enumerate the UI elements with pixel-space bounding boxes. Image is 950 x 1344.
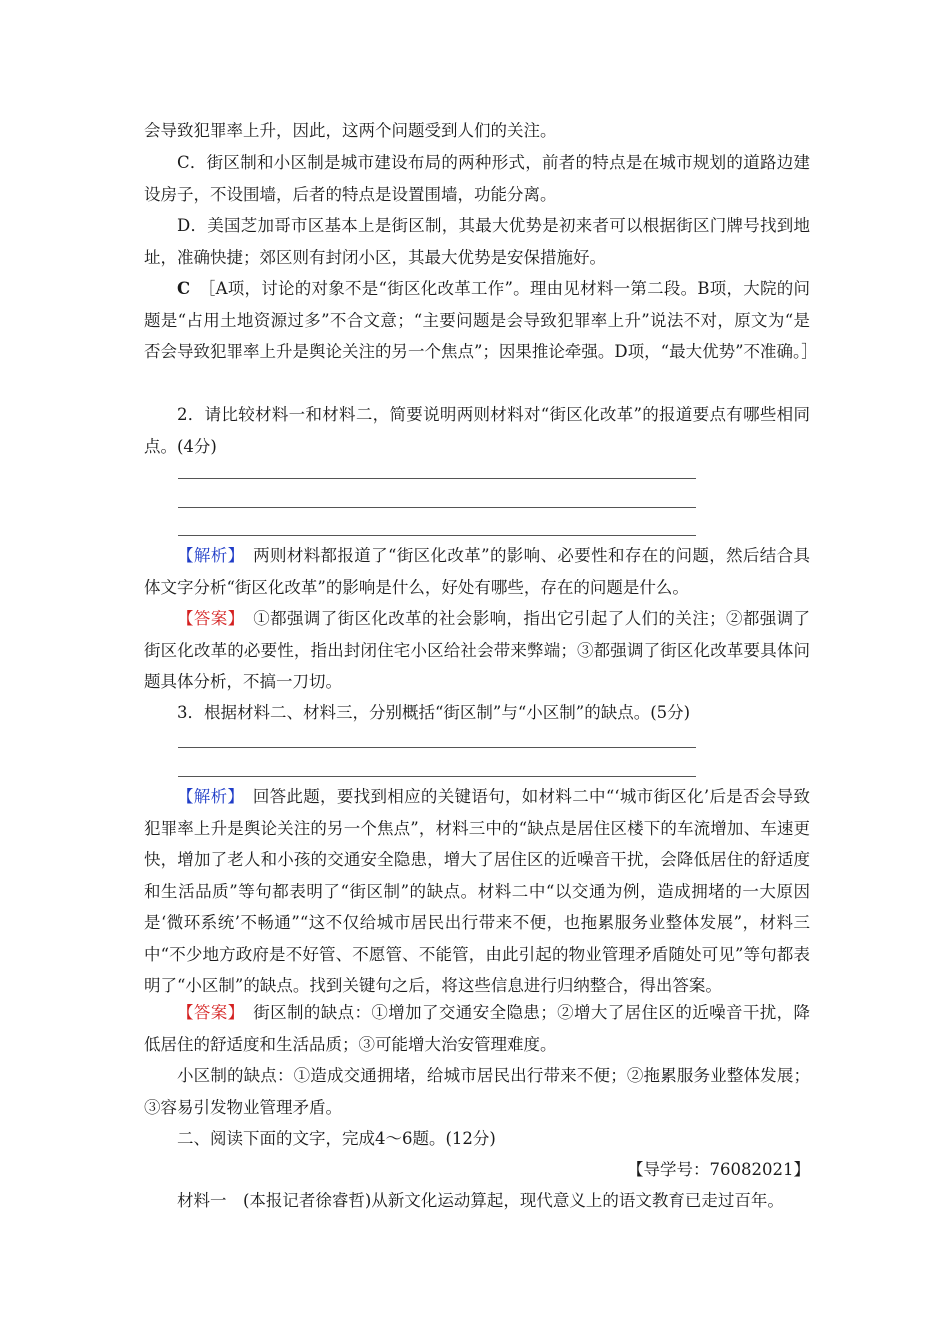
q1-option-d: D．美国芝加哥市区基本上是街区制，其最大优势是初来者可以根据街区门牌号找到地址，准确快捷；郊区则有封闭小区，其最大优势是安保措施好。 xyxy=(144,216,810,267)
material-one-intro: 材料一 (本报记者徐睿哲)从新文化运动算起，现代意义上的语文教育已走过百年。 xyxy=(177,1191,784,1210)
answer-tag: 【答案】 xyxy=(177,609,237,628)
q3-answer xyxy=(144,997,810,1060)
answer-line xyxy=(178,478,696,479)
analysis-tag: 【解析】 xyxy=(177,546,237,565)
q1-answer xyxy=(144,273,818,368)
q1-option-c: C．街区制和小区制是城市建设布局的两种形式，前者的特点是在城市规划的道路边建设房子，不设围墙，后者的特点是设置围墙，功能分离。 xyxy=(144,153,810,204)
guide-number: 【导学号：76082021】 xyxy=(627,1160,810,1179)
q3-analysis-text: 回答此题，要找到相应的关键语句，如材料二中“‘城市街区化’后是否会导致犯罪率上升是舆论关注的另一个焦点”，材料三中的“缺点是居住区楼下的车流增加、车速更快，增加了老人和小孩的交通安全隐患，增大了居住区的近噪音干扰，会降低居住的舒适度和生活品质”等句都表明了“街区制”的缺点。材料二中“以交通为例，造成拥堵的一大原因是‘微环系统’不畅通”“这不仅给城市居民出行带来不便，也拖累服务业整体发展”，材料三中“不少地方政府是不好管、不愿管、不能管，由此引起的物业管理矛盾随处可见”等句都表明了“小区制”的缺点。找到关键句之后，将这些信息进行归纳整合，得出答案。 xyxy=(144,787,810,995)
answer-line xyxy=(178,747,696,748)
q3-answer-text: 街区制的缺点：①增加了交通安全隐患；②增大了居住区的近噪音干扰，降低居住的舒适度和生活品质；③可能增大治安管理难度。 xyxy=(144,1003,811,1054)
q3-answer-2: 小区制的缺点：①造成交通拥堵，给城市居民出行带来不便；②拖累服务业整体发展；③容易引发物业管理矛盾。 xyxy=(144,1066,810,1117)
q1-answer-letter: C xyxy=(177,279,191,298)
q2-analysis xyxy=(144,540,810,603)
q2-answer-text: ①都强调了街区化改革的社会影响，指出它引起了人们的关注；②都强调了街区化改革的必要性，指出封闭住宅小区给社会带来弊端；③都强调了街区化改革要具体问题具体分析，不搞一刀切。 xyxy=(144,609,811,691)
answer-line xyxy=(178,776,696,777)
analysis-tag: 【解析】 xyxy=(177,787,236,806)
q3-analysis xyxy=(144,781,810,1002)
section-heading: 二、阅读下面的文字，完成4～6题。(12分) xyxy=(177,1129,496,1148)
q2-analysis-text: 两则材料都报道了“街区化改革”的影响、必要性和存在的问题，然后结合具体文字分析“街区化改革”的影响是什么，好处有哪些，存在的问题是什么。 xyxy=(144,546,811,597)
answer-line xyxy=(178,535,696,536)
q2-question: 2．请比较材料一和材料二，简要说明两则材料对“街区化改革”的报道要点有哪些相同点。(4分) xyxy=(144,405,810,456)
answer-tag: 【答案】 xyxy=(177,1003,237,1022)
answer-line xyxy=(178,507,696,508)
q1-answer-explanation: ［A项，讨论的对象不是“街区化改革工作”。理由见材料一第二段。B项，大院的问题是“占用土地资源过多”不合文意；“主要问题是会导致犯罪率上升”说法不对，原文为“是否会导致犯罪率上升是舆论关注的另一个焦点”；因果推论牵强。D项，“最大优势”不准确。］ xyxy=(144,279,818,361)
q2-answer xyxy=(144,603,810,698)
q1-continuation: 会导致犯罪率上升，因此，这两个问题受到人们的关注。 xyxy=(144,121,557,140)
q3-question: 3．根据材料二、材料三，分别概括“街区制”与“小区制”的缺点。(5分) xyxy=(177,703,691,722)
